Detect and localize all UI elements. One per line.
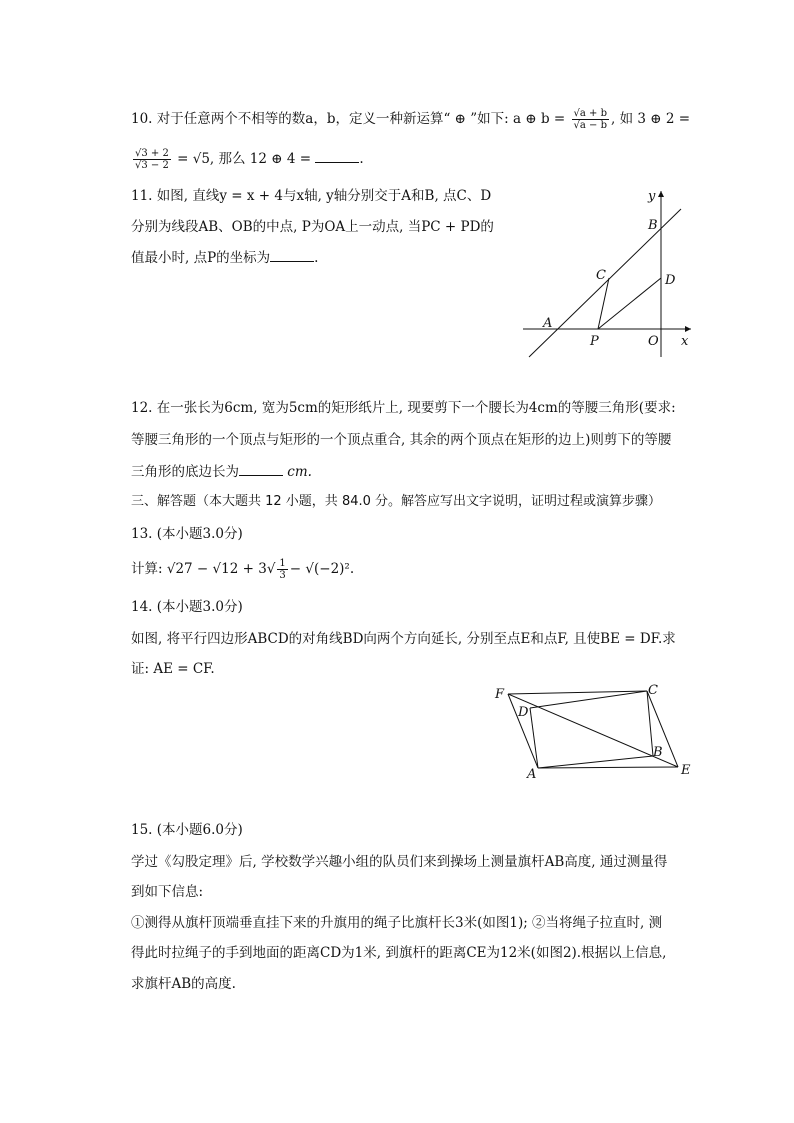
q13-prefix: 计算: <box>131 561 163 577</box>
q14-line2: 证: AE = CF. <box>131 661 215 677</box>
q10-frac2-den: √3 − 2 <box>135 160 169 171</box>
q13-expr-a: √27 − √12 + 3 <box>166 561 267 577</box>
q10-line1 <box>131 108 690 131</box>
q14-line1: 如图, 将平行四边形ABCD的对角线BD向两个方向延长, 分别至点E和点F, 且使BE = DF.求 <box>131 631 676 647</box>
q11-answer-blank[interactable] <box>270 247 314 262</box>
q15-header: 15. (本小题6.0分) <box>131 822 243 838</box>
q12-unit: cm. <box>287 464 312 480</box>
q14-figure <box>490 680 700 790</box>
q10-line2 <box>131 148 364 171</box>
q12-number: 12. <box>131 400 153 416</box>
q10-frac-den: √a − b <box>573 120 607 131</box>
q13-header: 13. (本小题3.0分) <box>131 526 243 542</box>
label-d: D <box>518 705 529 720</box>
q13-expr-b: − √(−2)². <box>289 561 355 577</box>
q11-text-3: 值最小时, 点P的坐标为 <box>131 250 271 266</box>
q13-expression <box>131 558 354 581</box>
q13-radical: √ <box>266 561 276 577</box>
q10-text-c: = √5, 那么 12 ⊕ 4 = <box>177 151 312 167</box>
section-3-title: 三、解答题（本大题共 12 小题，共 84.0 分。解答应写出文字说明，证明过程或演算步骤） <box>131 494 662 509</box>
q14-header: 14. (本小题3.0分) <box>131 599 243 615</box>
segment-ba <box>538 756 653 768</box>
q11-tail: . <box>314 250 319 266</box>
label-a: A <box>543 316 553 331</box>
label-p: P <box>590 334 599 349</box>
q12-text-2: 等腰三角形的一个顶点与矩形的一个顶点重合, 其余的两个顶点在矩形的边上)则剪下的等腰 <box>131 432 672 448</box>
q10-number: 10. <box>131 111 153 127</box>
q10-text-b: , 如 3 ⊕ 2 = <box>610 111 691 127</box>
label-f: F <box>495 687 505 702</box>
q15-line1: 学过《勾股定理》后, 学校数学兴趣小组的队员们来到操场上测量旗杆AB高度, 通过测量得 <box>131 854 668 870</box>
q12-line1 <box>131 398 676 418</box>
q10-fraction <box>572 108 609 131</box>
label-b: B <box>648 218 658 233</box>
label-c: C <box>596 268 606 283</box>
label-d: D <box>665 273 676 288</box>
q11-number: 11. <box>131 188 153 204</box>
q15-line4: 得此时拉绳子的手到地面的距离CD为1米, 到旗杆的距离CE为12米(如图2).根据以上信息, <box>131 945 667 961</box>
q15-line3: ①测得从旗杆顶端垂直挂下来的升旗用的绳子比旗杆长3米(如图1); ②当将绳子拉直时, 测 <box>131 915 663 931</box>
q13-frac-num: 1 <box>279 558 286 569</box>
q10-answer-blank[interactable] <box>315 148 359 163</box>
q10-tail: . <box>359 151 364 167</box>
q11-line3 <box>131 247 318 268</box>
q12-line2 <box>131 430 671 450</box>
q12-line3 <box>131 461 312 482</box>
label-e: E <box>681 763 691 778</box>
q10-frac2-num: √3 + 2 <box>135 148 169 159</box>
label-c: C <box>648 683 658 698</box>
q11-text-2: 分别为线段AB、OB的中点, P为OA上一动点, 当PC + PD的 <box>131 219 494 235</box>
label-x: x <box>681 334 689 349</box>
q10-fraction-2 <box>133 148 171 171</box>
q11-figure <box>515 185 700 360</box>
q15-line5: 求旗杆AB的高度. <box>131 976 236 992</box>
q11-line1 <box>131 186 491 206</box>
segment-ea <box>538 767 678 768</box>
label-b: B <box>653 745 663 760</box>
q10-text-a: 对于任意两个不相等的数a，b，定义一种新运算“ ⊕ ”如下: a ⊕ b = <box>156 111 566 127</box>
q15-line2: 到如下信息: <box>131 884 204 900</box>
q12-text-3: 三角形的底边长为 <box>131 464 239 480</box>
q12-answer-blank[interactable] <box>239 461 283 476</box>
q10-frac-num: √a + b <box>573 108 607 119</box>
label-a: A <box>527 767 537 782</box>
q11-line2 <box>131 217 494 237</box>
label-y: y <box>648 189 656 204</box>
q13-fraction <box>277 558 287 581</box>
label-o: O <box>648 334 659 349</box>
q13-frac-den: 3 <box>279 570 286 581</box>
q11-text-1: 如图, 直线y = x + 4与x轴, y轴分别交于A和B, 点C、D <box>156 188 492 204</box>
q12-text-1: 在一张长为6cm, 宽为5cm的矩形纸片上, 现要剪下一个腰长为4cm的等腰三角形(要求: <box>156 400 676 416</box>
